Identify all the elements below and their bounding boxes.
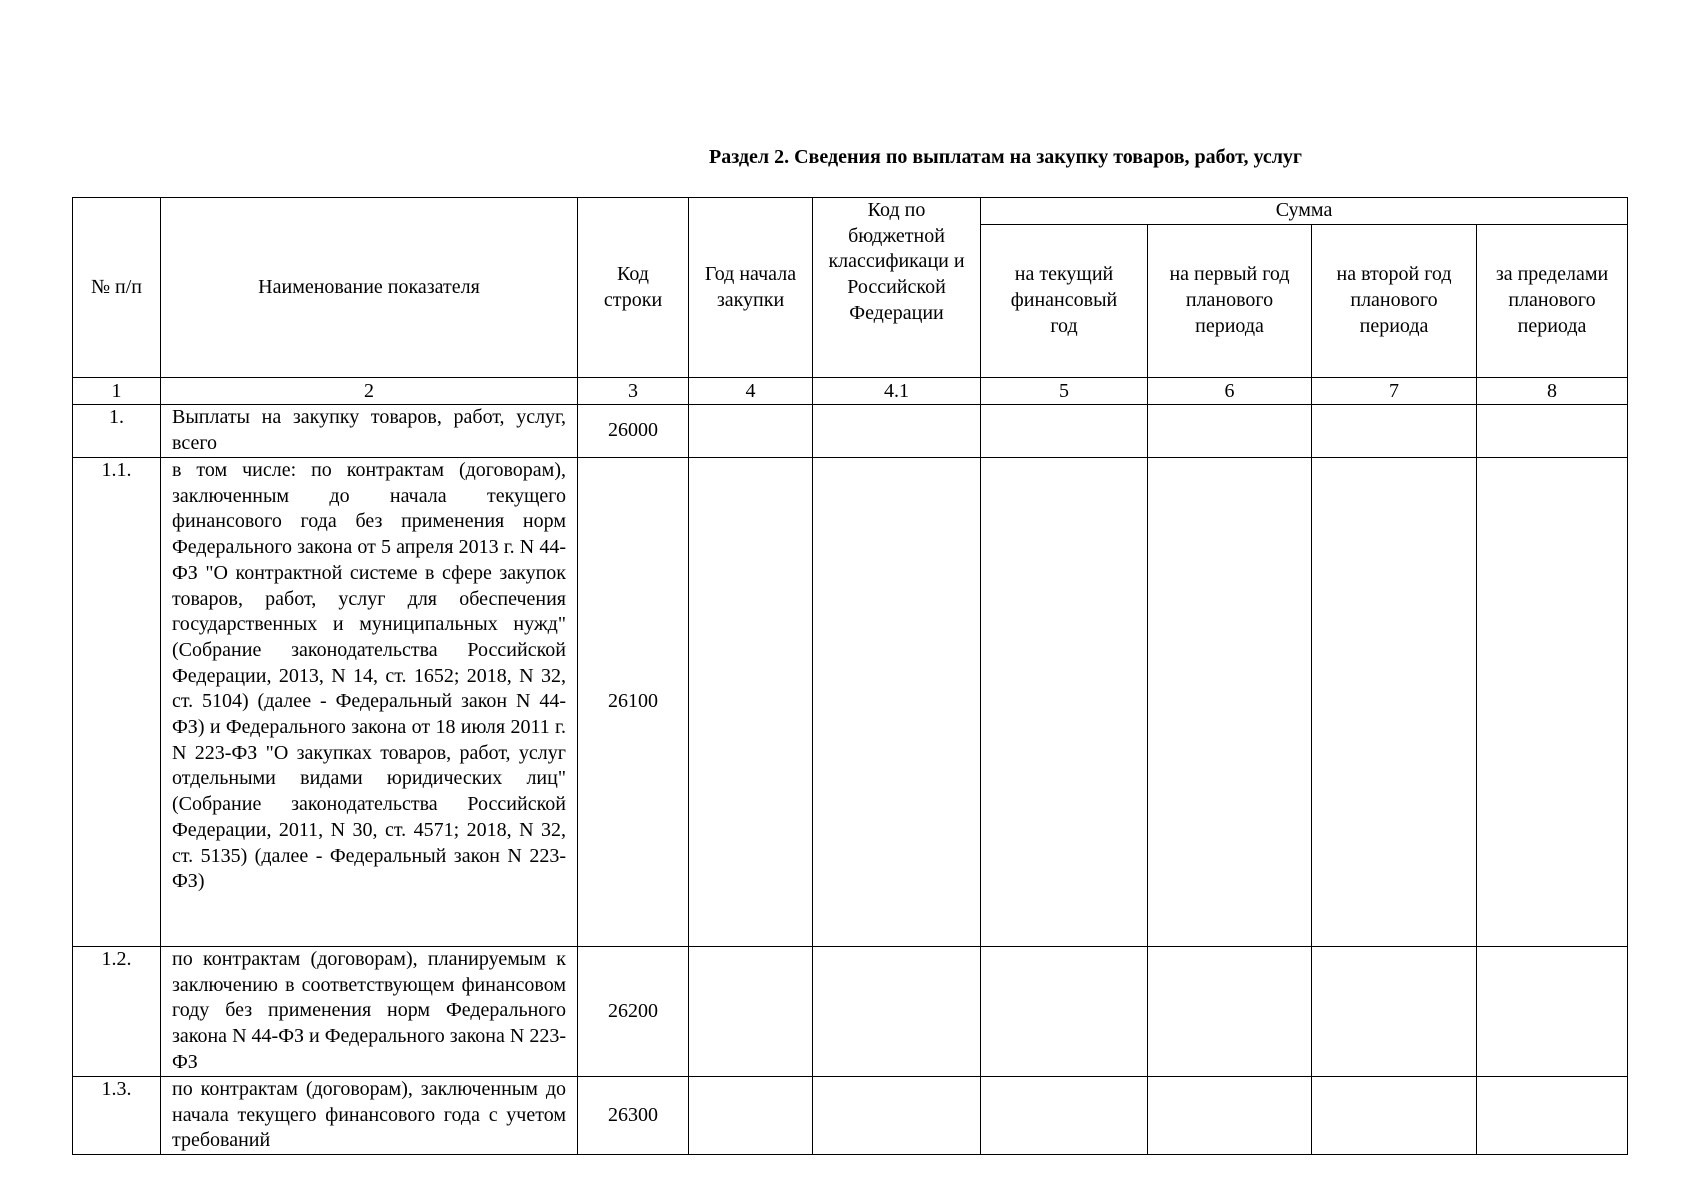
row-number: 1. [73,405,161,458]
header-num: № п/п [73,198,161,378]
cell-empty [981,458,1148,947]
table-row [73,947,1628,1077]
cell-empty [813,1077,981,1155]
header-sum-current: на текущий финансовый год [981,225,1148,378]
cell-empty [813,947,981,1077]
cell-empty [1148,1077,1312,1155]
header-sum-beyond: за пределами планового периода [1477,225,1628,378]
column-number: 5 [981,378,1148,405]
cell-empty [1312,1077,1477,1155]
column-number: 4.1 [813,378,981,405]
cell-empty [981,947,1148,1077]
table-row [73,405,1628,458]
cell-empty [1148,405,1312,458]
row-name [161,1077,578,1155]
cell-empty [689,405,813,458]
row-code: 26100 [578,458,689,947]
header-name: Наименование показателя [161,198,578,378]
header-row-1 [73,198,1628,225]
payments-table [72,197,1628,1155]
column-numbers-row [73,378,1628,405]
column-number: 7 [1312,378,1477,405]
table-row [73,458,1628,947]
cell-empty [689,1077,813,1155]
column-number: 2 [161,378,578,405]
section-title: Раздел 2. Сведения по выплатам на закупку товаров, работ, услуг [709,146,1303,168]
cell-empty [981,405,1148,458]
row-code: 26300 [578,1077,689,1155]
cell-empty [1477,458,1628,947]
row-code: 26200 [578,947,689,1077]
row-code: 26000 [578,405,689,458]
column-number: 4 [689,378,813,405]
cell-empty [1148,458,1312,947]
row-name: в том числе: по контрактам (договорам), заключенным до начала текущего финансового года без применения норм Федерального закона от 5 апреля 2013 г. N 44-ФЗ "О контрактной системе в сфере закупок товаров, работ, услуг для обеспечения государственных и муниципальных нужд" (Собрание законодательства Российской Федерации, 2013, N 14, ст. 1652; 2018, N 32, ст. 5104) (далее - Федеральный закон N 44-ФЗ) и Федерального закона от 18 июля 2011 г. N 223-ФЗ "О закупках товаров, работ, услуг отдельными видами юридических лиц" (Собрание законодательства Российской Федерации, 2011, N 30, ст. 4571; 2018, N 32, ст. 5135) (далее - Федеральный закон N 223-ФЗ) [161,458,578,947]
cell-empty [1477,405,1628,458]
cell-empty [689,947,813,1077]
row-number: 1.2. [73,947,161,1077]
row-name: по контрактам (договорам), планируемым к заключению в соответствующем финансовом году без применения норм Федерального закона N 44-ФЗ и Федерального закона N 223-ФЗ [161,947,578,1077]
cell-empty [1312,947,1477,1077]
cell-empty [1312,405,1477,458]
cell-empty [1477,1077,1628,1155]
column-number: 1 [73,378,161,405]
row-name: Выплаты на закупку товаров, работ, услуг, всего [161,405,578,458]
cell-empty [689,458,813,947]
header-kbk: Код по бюджетной классификаци и Российской Федерации [813,198,981,378]
header-code: Код строки [578,198,689,378]
table-row [73,1077,1628,1155]
cell-empty [981,1077,1148,1155]
cell-empty [1148,947,1312,1077]
row-name-text: по контрактам (договорам), заключенным до начала текущего финансового года с учетом требований [172,1078,566,1152]
column-number: 8 [1477,378,1628,405]
header-sum-second: на второй год планового периода [1312,225,1477,378]
column-number: 3 [578,378,689,405]
cell-empty [1477,947,1628,1077]
row-number: 1.1. [73,458,161,947]
header-sum: Сумма [981,198,1628,225]
header-sum-first: на первый год планового периода [1148,225,1312,378]
row-number: 1.3. [73,1077,161,1155]
header-year: Год начала закупки [689,198,813,378]
cell-empty [813,458,981,947]
column-number: 6 [1148,378,1312,405]
cell-empty [1312,458,1477,947]
cell-empty [813,405,981,458]
